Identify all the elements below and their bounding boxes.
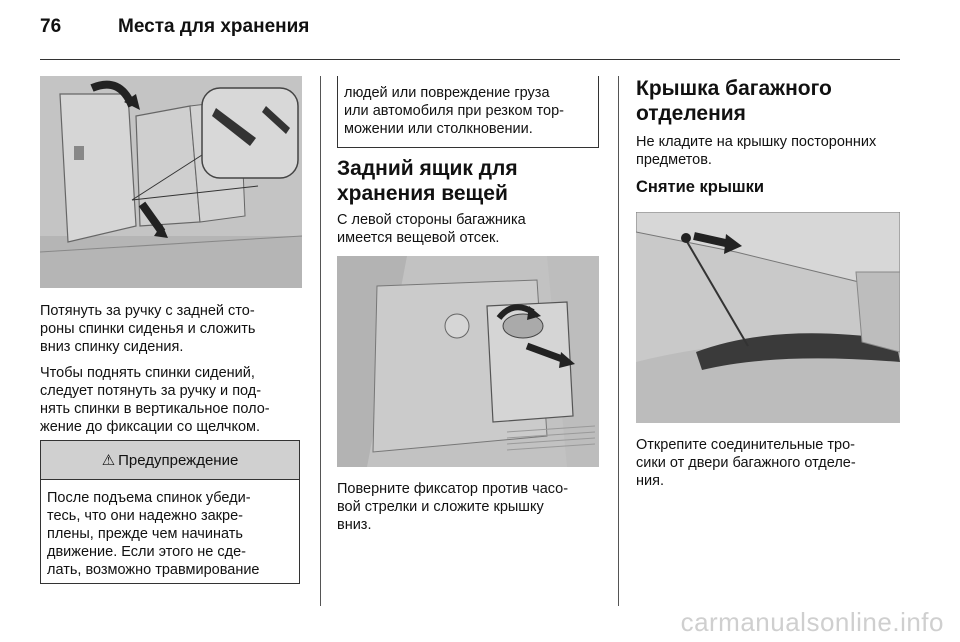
warning-triangle-icon: ⚠ — [101, 452, 116, 469]
rear-storage-title: Задний ящик для хранения вещей — [337, 157, 518, 205]
column-divider-right — [618, 76, 619, 606]
cargo-cover-illustration — [636, 212, 900, 423]
warning-box — [40, 440, 300, 584]
seat-raise-instruction: Чтобы поднять спинки сидений, следует потянуть за ручку и под- нять спинки в вертикальное поло- жение до фиксации со щелчком. — [40, 365, 270, 435]
page-heading: Места для хранения — [118, 16, 310, 37]
page-number: 76 — [40, 16, 62, 37]
cargo-cover-caption: Открепите соединительные тро- сики от двери багажного отделе- ния. — [636, 437, 856, 489]
warning-continued-box: людей или повреждение груза или автомобиля при резком тор- можении или столкновении. — [337, 76, 599, 148]
storage-caption: Поверните фиксатор против часо- вой стрелки и сложите крышку вниз. — [337, 481, 569, 533]
seat-fold-instruction: Потянуть за ручку с задней сто- роны спинки сиденья и сложить вниз спинку сидения. — [40, 303, 256, 355]
warning-header — [41, 440, 299, 480]
header-rule — [40, 59, 900, 60]
cargo-cover-intro: Не кладите на крышку посторонних предметов. — [636, 134, 877, 168]
column-divider-left — [320, 76, 321, 606]
seat-fold-illustration — [40, 76, 302, 288]
watermark: carmanualsonline.info — [680, 607, 944, 637]
storage-compartment-illustration — [337, 256, 599, 467]
remove-cover-subheading: Снятие крышки — [636, 178, 765, 196]
rear-storage-intro: С левой стороны багажника имеется вещевой отсек. — [337, 212, 526, 246]
warning-text: После подъема спинок убеди- тесь, что они надежно закре- плены, прежде чем начинать движение. Если этого не сде- лать, возможно травмирование — [47, 490, 260, 578]
cargo-cover-title: Крышка багажного отделения — [636, 77, 832, 125]
warning-title: Предупреждение — [118, 451, 239, 469]
